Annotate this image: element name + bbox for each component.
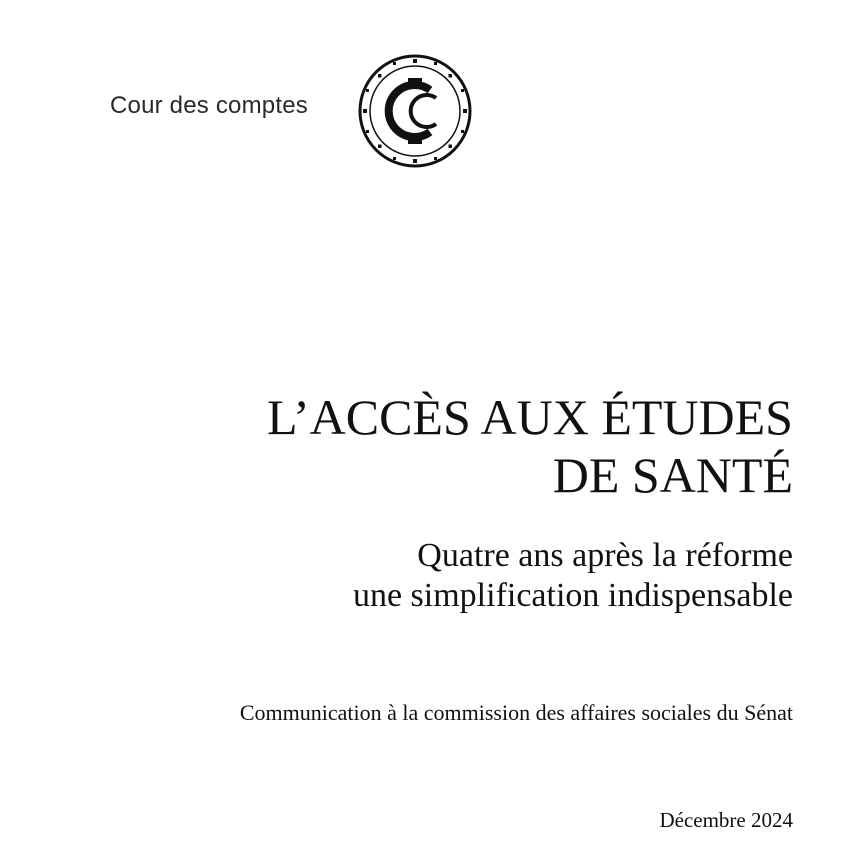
- institution-name: Cour des comptes: [110, 92, 308, 119]
- report-title: [267, 388, 793, 504]
- report-subtitle-line-2: une simplification indispensable: [352, 577, 793, 614]
- report-title-line-1: L’ACCÈS AUX ÉTUDES: [267, 389, 793, 445]
- report-title-line-2: DE SANTÉ: [552, 447, 793, 503]
- report-subtitle-line-1: Quatre ans après la réforme: [417, 537, 793, 574]
- cour-des-comptes-seal-icon: [358, 54, 472, 168]
- report-subtitle: [353, 536, 793, 616]
- communication-line: Communication à la commission des affaires sociales du Sénat: [239, 700, 793, 725]
- publication-date: Décembre 2024: [659, 808, 793, 832]
